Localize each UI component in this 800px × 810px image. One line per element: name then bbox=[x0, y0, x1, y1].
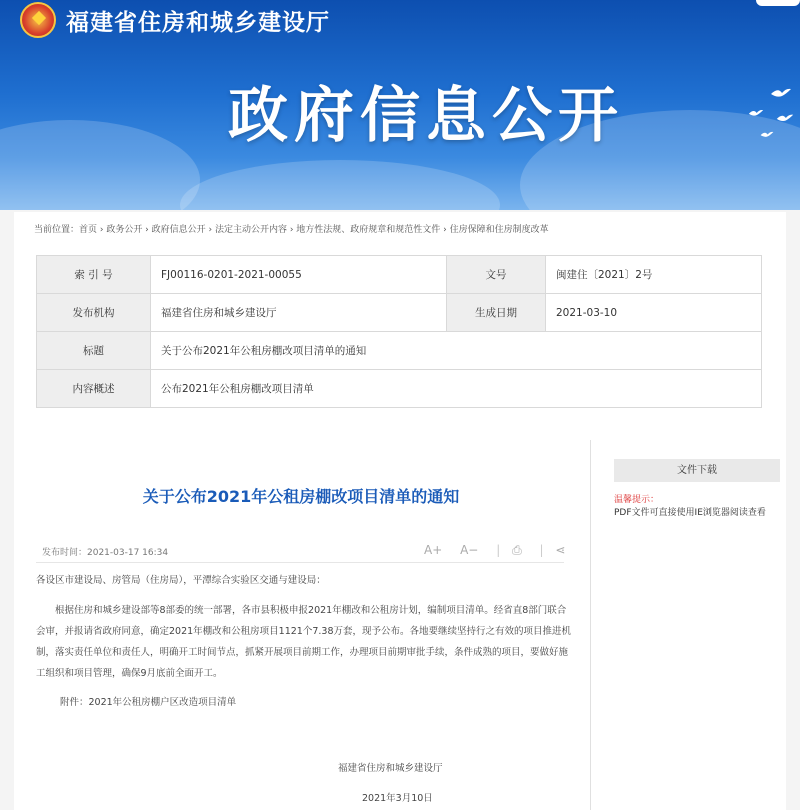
table-row bbox=[37, 294, 762, 332]
article-salutation: 各设区市建设局、房管局（住房局），平潭综合实验区交通与建设局： bbox=[36, 575, 326, 586]
index-value: FJ00116-0201-2021-00055 bbox=[151, 256, 447, 294]
article-body: 根据住房和城乡建设部等8部委的统一部署，各市县积极申报2021年棚改和公租房计划，编制项目清单。经省直8部门联合会审，并报请省政府同意，确定2021年棚改和公租房项目1121个7.38万套，现予公布。各地要继续坚持行之有效的项目推进机制，落实责任单位和责任人，明确开工时间节点，抓紧开展项目前期工作，办理项目前期审批手续，条件成熟的项目，要做好施工组织和项目管理，确保9月底前全面开工。 bbox=[36, 605, 572, 679]
summary-label: 内容概述 bbox=[37, 370, 151, 408]
title-label: 标题 bbox=[37, 332, 151, 370]
article-tools bbox=[424, 543, 579, 558]
article-divider bbox=[36, 562, 564, 563]
sign-date: 2021年3月10日 bbox=[362, 793, 433, 804]
article-title: 关于公布2021年公租房棚改项目清单的通知 bbox=[142, 487, 460, 506]
attachment-link[interactable]: 附件：2021年公租房棚户区改造项目清单 bbox=[60, 697, 237, 708]
doc-number-value: 闽建住〔2021〕2号 bbox=[546, 256, 762, 294]
dove-icon bbox=[748, 108, 764, 118]
title-value: 关于公布2021年公租房棚改项目清单的通知 bbox=[151, 332, 762, 370]
banner-heading-text: 政府信息公开 bbox=[228, 81, 624, 151]
national-emblem-icon[interactable] bbox=[20, 2, 56, 38]
table-row bbox=[37, 332, 762, 370]
font-decrease-button[interactable]: A− bbox=[460, 543, 479, 557]
summary-value: 公布2021年公租房棚改项目清单 bbox=[151, 370, 762, 408]
publisher-label: 发布机构 bbox=[37, 294, 151, 332]
index-label: 索 引 号 bbox=[37, 256, 151, 294]
warning-label: 温馨提示： bbox=[614, 495, 660, 505]
banner-cloud-decoration bbox=[0, 120, 200, 210]
banner-cloud-decoration bbox=[180, 160, 500, 210]
dove-icon bbox=[776, 112, 794, 124]
share-icon[interactable]: ⋖ bbox=[555, 543, 566, 557]
dove-icon bbox=[760, 130, 774, 139]
header-banner bbox=[0, 0, 800, 210]
dove-icon bbox=[770, 86, 792, 100]
date-label: 生成日期 bbox=[447, 294, 546, 332]
publish-time: 发布时间：2021-03-17 16:34 bbox=[42, 548, 169, 558]
tool-divider: | bbox=[496, 543, 501, 557]
font-increase-button[interactable]: A+ bbox=[424, 543, 443, 557]
tool-divider: | bbox=[539, 543, 544, 557]
sidebar-divider bbox=[590, 440, 591, 810]
table-row bbox=[37, 370, 762, 408]
file-download-header[interactable]: 文件下载 bbox=[614, 459, 780, 482]
print-icon[interactable]: ⎙ bbox=[512, 543, 522, 557]
site-title[interactable]: 福建省住房和城乡建设厅 bbox=[66, 10, 330, 36]
breadcrumb[interactable]: 当前位置：首页 › 政务公开 › 政府信息公开 › 法定主动公开内容 › 地方性法规、政府规章和规范性文件 › 住房保障和住房制度改革 bbox=[34, 225, 549, 235]
signature: 福建省住房和城乡建设厅 bbox=[338, 763, 443, 774]
document-meta-table bbox=[36, 255, 762, 408]
date-value: 2021-03-10 bbox=[546, 294, 762, 332]
top-corner-tab bbox=[756, 0, 800, 6]
warning-text: PDF文件可直接使用IE浏览器阅读查看 bbox=[614, 508, 766, 518]
doc-number-label: 文号 bbox=[447, 256, 546, 294]
publisher-value: 福建省住房和城乡建设厅 bbox=[151, 294, 447, 332]
table-row bbox=[37, 256, 762, 294]
